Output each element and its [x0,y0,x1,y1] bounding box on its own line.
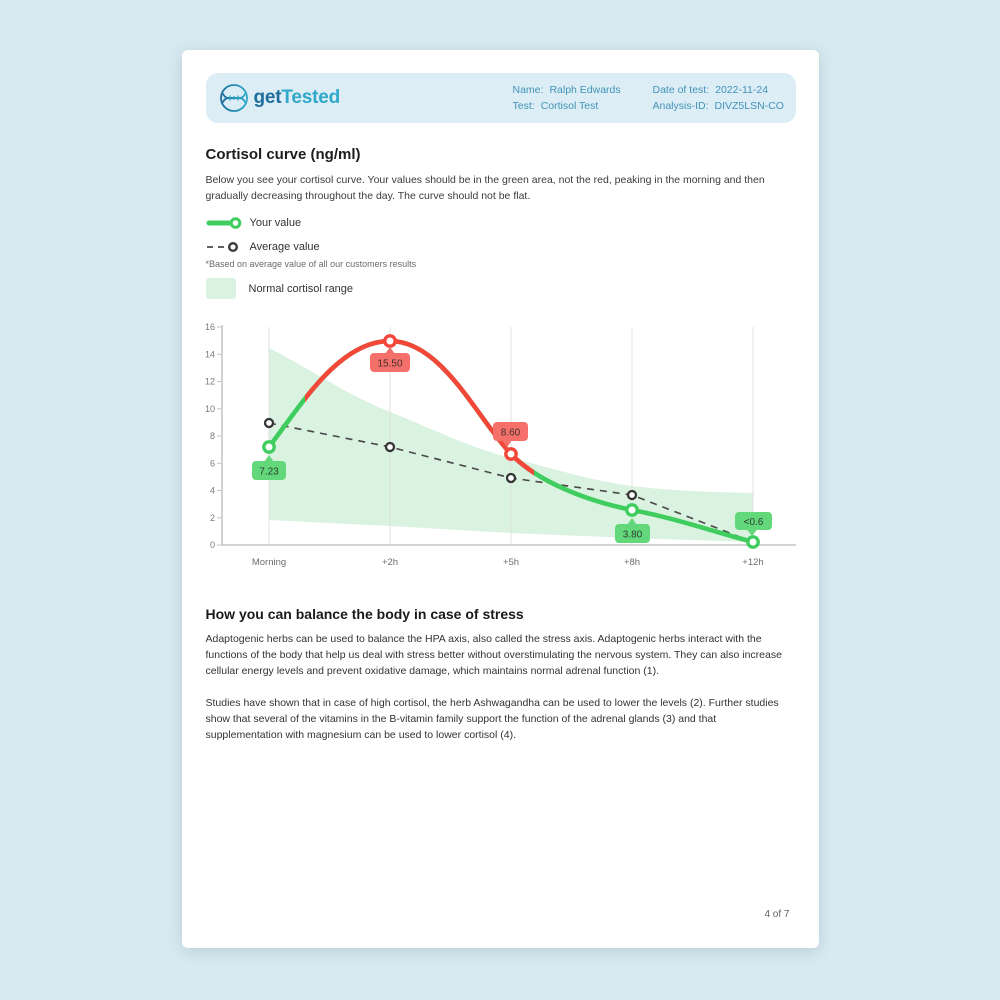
patient-info-column [513,82,621,114]
normal-range-swatch-icon [206,278,236,299]
test-label: Test: [512,100,535,112]
legend-normal-range-label: Normal cortisol range [248,282,354,295]
stress-paragraph-2: Studies have shown that in case of high cortisol, the herb Ashwagandha can be used to lower the levels (2). Further studies show that several of the vitamins in the B-vitamin family support the function of the adrenal glands (3) and that supplementation with magnesium can be used to lower cortisol (4). [205,697,779,741]
cortisol-curve-chart [196,315,806,575]
analysis-id-row [653,98,784,114]
x-label-12h: +12h [741,557,764,568]
report-header [206,73,796,123]
legend-average-value-label: Average value [249,241,320,253]
average-value-line-icon [206,240,244,254]
x-axis-labels [251,557,763,568]
y-axis-ticks [217,327,222,545]
legend-average-value [206,240,320,254]
svg-text:<0.6: <0.6 [743,517,763,528]
x-label-morning: Morning [251,557,286,568]
patient-name-row [513,82,621,98]
cortisol-description: Below you see your cortisol curve. Your values should be in the green area, not the red, peaking in the morning and then gradually decreasing throughout the day. The curve should not be flat. [205,174,765,202]
y-tick-16: 16 [204,322,215,332]
y-tick-8: 8 [209,431,215,441]
x-label-2h: +2h [381,557,398,568]
svg-text:8.60: 8.60 [500,427,520,439]
page-number: 4 of 7 [764,909,790,920]
report-page [182,50,819,948]
legend-normal-range [206,278,354,299]
stress-paragraph-1: Adaptogenic herbs can be used to balance the HPA axis, also called the stress axis. Adaptogenic herbs interact with the functions of the body that help us deal with stress better without overstimulating the nervous system. They can also increase cellular energy levels and prevent oxidative damage, which maintains normal adrenal function (1). [205,633,782,677]
brand-wordmark [254,87,341,109]
brand-get: get [253,87,282,108]
date-label: Date of test: [652,84,710,96]
svg-text:15.50: 15.50 [376,358,403,370]
x-label-8h: +8h [623,557,640,568]
your-value-line-icon [206,216,244,230]
y-tick-0: 0 [209,540,215,550]
analysis-id-value: DIVZ5LSN-CO [714,100,784,112]
dna-logo-icon [219,83,249,113]
section-title-cortisol-curve: Cortisol curve (ng/ml) [205,146,361,163]
legend-average-note: *Based on average value of all our customers results [205,259,417,269]
y-tick-10: 10 [204,403,215,414]
y-tick-14: 14 [204,349,215,360]
test-value: Cortisol Test [540,100,599,112]
test-date-row [653,82,784,98]
test-meta-column [653,82,784,114]
name-label: Name: [512,84,544,96]
legend-your-value [206,216,302,230]
name-value: Ralph Edwards [549,84,621,96]
y-tick-12: 12 [204,376,215,387]
gettested-logo [219,83,341,113]
svg-text:7.23: 7.23 [258,466,279,478]
section-title-stress-balance: How you can balance the body in case of stress [205,606,524,622]
analysis-id-label: Analysis-ID: [652,100,709,112]
date-value: 2022-11-24 [715,84,769,96]
y-tick-4: 4 [209,485,215,496]
y-tick-2: 2 [209,512,215,523]
y-tick-6: 6 [209,458,215,469]
brand-tested: Tested [281,87,341,108]
value-label-15-50 [370,347,410,372]
y-axis-labels [204,322,214,550]
svg-text:3.80: 3.80 [622,529,642,541]
x-label-5h: +5h [502,557,519,568]
legend-your-value-label: Your value [249,217,302,229]
test-name-row [513,98,621,114]
